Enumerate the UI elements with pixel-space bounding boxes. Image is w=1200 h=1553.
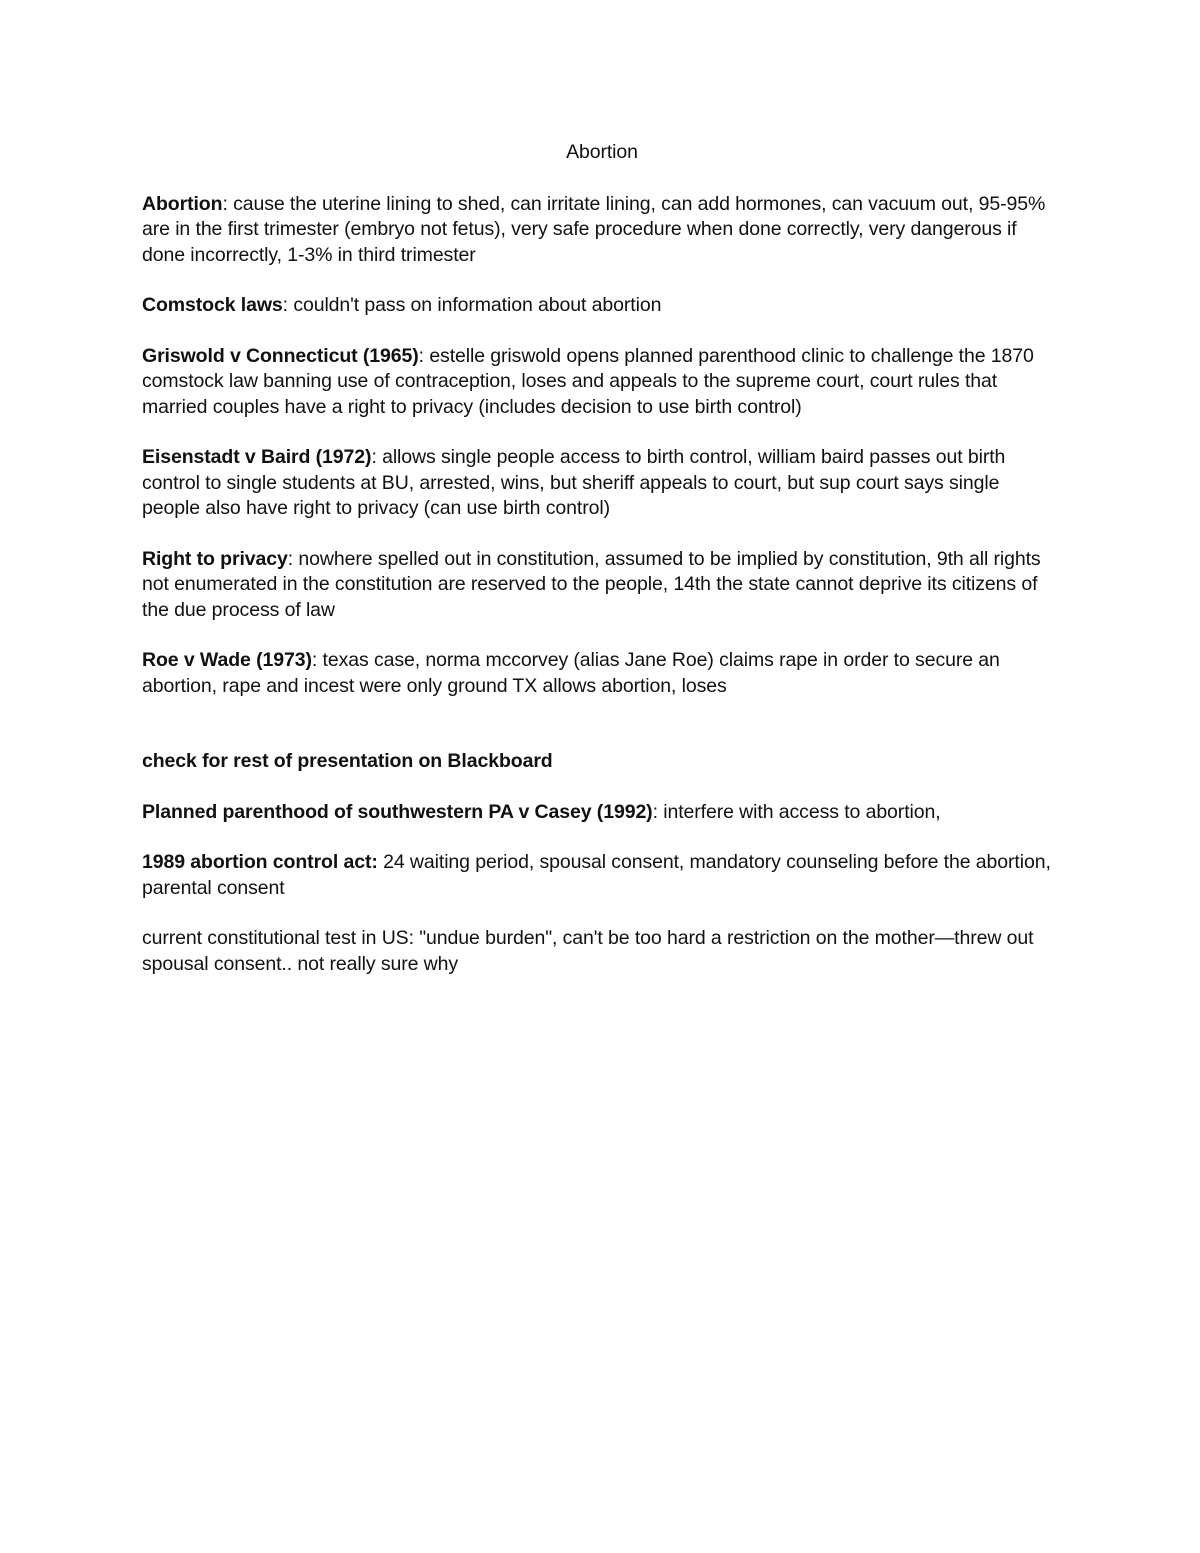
note-paragraph-abortion bbox=[142, 192, 1062, 269]
note-paragraph-undue-burden bbox=[142, 926, 1062, 977]
note-separator: : bbox=[311, 649, 323, 671]
note-text: cause the uterine lining to shed, can irritate lining, can add hormones, can vacuum out, 95-95% are in the first trimester (embryo not fetus), very safe procedure when done correctly, very dangerous if done incorrectly, 1-3% in third trimester bbox=[142, 192, 1046, 266]
note-paragraph-right-to-privacy bbox=[142, 547, 1062, 624]
note-separator: : bbox=[222, 192, 234, 215]
note-paragraph-casey bbox=[142, 800, 1062, 826]
note-term: Abortion bbox=[142, 192, 223, 215]
note-paragraph-control-act bbox=[142, 850, 1062, 901]
note-separator: : bbox=[418, 344, 430, 367]
note-term: Comstock laws bbox=[142, 294, 283, 316]
note-separator: : bbox=[652, 800, 664, 823]
note-separator: : bbox=[371, 446, 383, 468]
note-text: couldn't pass on information about abortion bbox=[293, 294, 662, 316]
note-paragraph-comstock bbox=[142, 293, 1062, 319]
document-title: Abortion bbox=[566, 141, 638, 163]
note-text: nowhere spelled out in constitution, assumed to be implied by constitution, 9th all rights not enumerated in the constitution are reserved to the people, 14th the state cannot deprive its citizens of the due process of law bbox=[142, 547, 1041, 621]
document-page bbox=[142, 140, 1062, 1002]
note-term: Eisenstadt v Baird (1972) bbox=[142, 446, 372, 468]
note-text: interfere with access to abortion, bbox=[663, 800, 941, 823]
note-separator: : bbox=[287, 547, 299, 570]
note-term: Right to privacy bbox=[142, 547, 288, 570]
note-term: 1989 abortion control act: bbox=[142, 851, 378, 873]
note-paragraph-eisenstadt bbox=[142, 445, 1062, 522]
note-term: Roe v Wade (1973) bbox=[142, 649, 312, 671]
note-term: check for rest of presentation on Blackboard bbox=[142, 750, 553, 772]
note-paragraph-griswold bbox=[142, 344, 1062, 421]
note-paragraph-blackboard bbox=[142, 749, 1062, 775]
note-text: 24 waiting period, spousal consent, mandatory counseling before the abortion, parental consent bbox=[142, 851, 1051, 899]
note-term: Griswold v Connecticut (1965) bbox=[142, 344, 419, 367]
note-text: estelle griswold opens planned parenthood clinic to challenge the 1870 comstock law banning use of contraception, loses and appeals to the supreme court, court rules that married couples have a right to privacy (includes decision to use birth control) bbox=[142, 344, 1034, 418]
note-separator: : bbox=[282, 294, 294, 316]
note-term: Planned parenthood of southwestern PA v Casey (1992) bbox=[142, 800, 653, 823]
note-text: allows single people access to birth control, william baird passes out birth control to single students at BU, arrested, wins, but sheriff appeals to court, but sup court says single people also have right to privacy (can use birth control) bbox=[142, 446, 1006, 519]
note-paragraph-roe bbox=[142, 648, 1062, 699]
note-text: texas case, norma mccorvey (alias Jane Roe) claims rape in order to secure an abortion, rape and incest were only ground TX allows abortion, loses bbox=[142, 649, 1000, 697]
note-text: current constitutional test in US: "undue burden", can't be too hard a restriction on the mother—threw out spousal consent.. not really sure why bbox=[142, 927, 1034, 975]
